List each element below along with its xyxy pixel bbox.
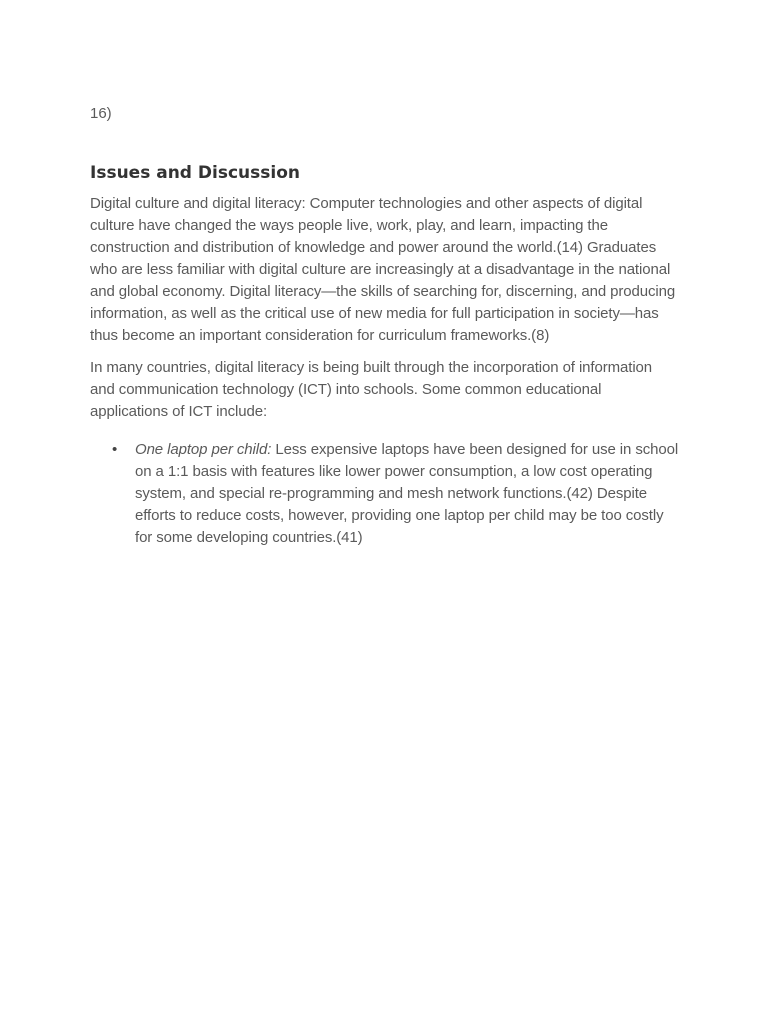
- paragraph-ict-applications: In many countries, digital literacy is being built through the incorporation of information and communication technology (ICT) into schools. Some common educational applications of ICT include:: [90, 359, 653, 420]
- paragraph-digital-culture: Digital culture and digital literacy: Computer technologies and other aspects of digital culture have changed the ways people live, work, play, and learn, impacting the construction and distribution of knowledge and power around the world.(14) Graduates who are less familiar with digital culture are increasingly at a disadvantage in the national and global economy. Digital literacy—the skills of searching for, discerning, and producing information, as well as the critical use of new media for full participation in society—has thus become an important consideration for curriculum frameworks.(8): [90, 195, 676, 344]
- page-reference: 16): [90, 105, 112, 122]
- list-item: [90, 439, 680, 549]
- section-heading: Issues and Discussion: [90, 163, 300, 183]
- list-item-text: Less expensive laptops have been designed for use in school on a 1:1 basis with features like lower power consumption, a low cost operating system, and special re-programming and mesh network functions.(42) Despite efforts to reduce costs, however, providing one laptop per child may be too costly for some developing countries.(41): [135, 441, 679, 546]
- bullet-list: [90, 439, 680, 549]
- document-page: [90, 103, 680, 549]
- list-item-lead: One laptop per child:: [135, 441, 272, 458]
- bullet-icon: •: [112, 441, 118, 458]
